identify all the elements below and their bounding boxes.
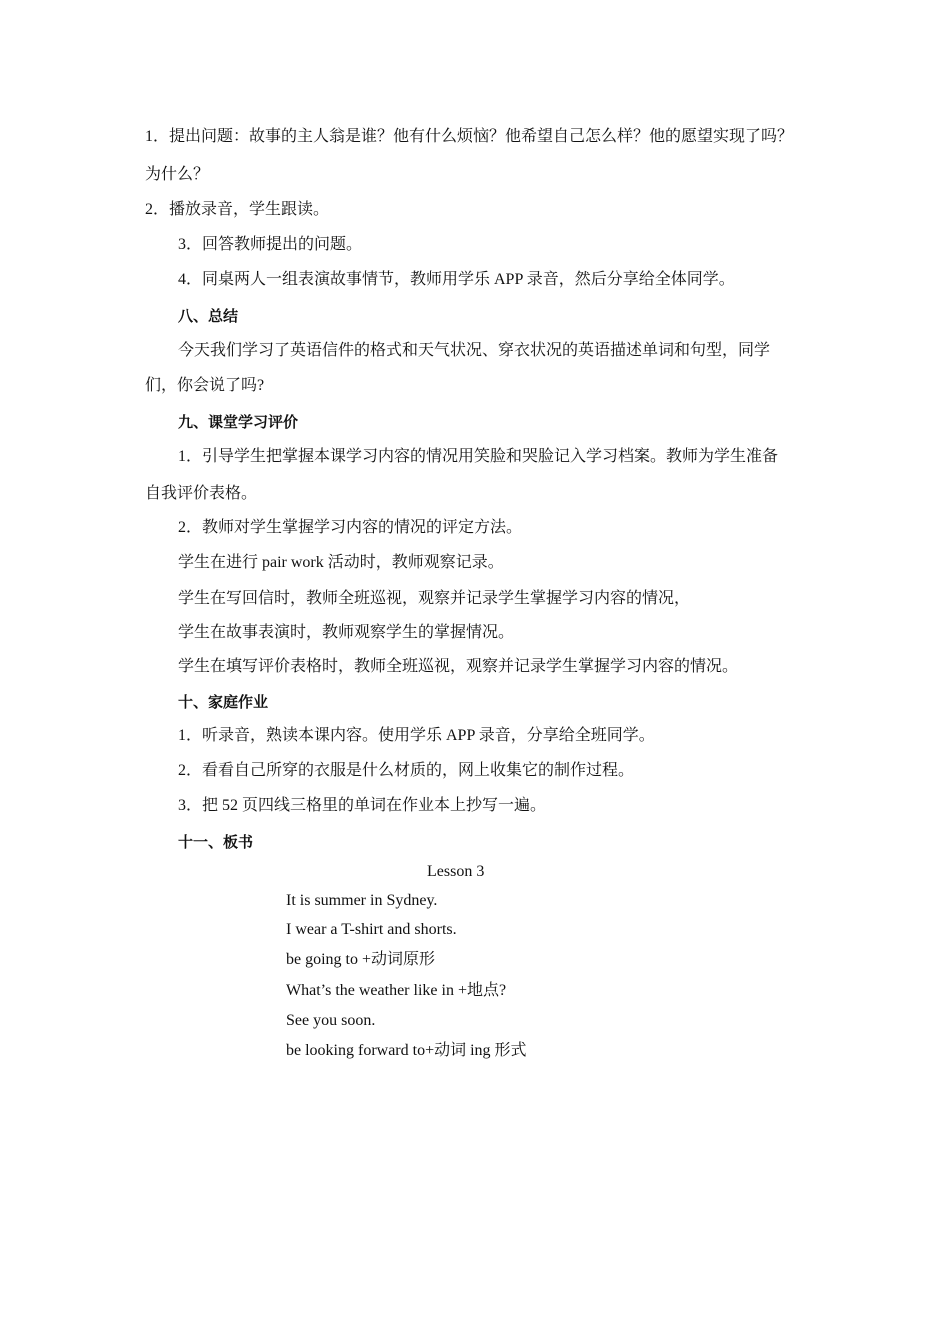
homework-item-2: 2．看看自己所穿的衣服是什么材质的，网上收集它的制作过程。 (178, 762, 635, 779)
step-role-play: 4．同桌两人一组表演故事情节，教师用学乐 APP 录音，然后分享给全体同学。 (178, 271, 735, 288)
step-answer-questions: 3．回答教师提出的问题。 (178, 236, 363, 253)
section-heading-evaluation: 九、课堂学习评价 (178, 413, 299, 431)
question-list-line-2: 为什么？ (145, 166, 210, 183)
step-play-recording: 2．播放录音，学生跟读。 (145, 201, 330, 218)
board-line: What’s the weather like in +地点? (286, 982, 507, 999)
homework-item-1: 1．听录音，熟读本课内容。使用学乐 APP 录音，分享给全班同学。 (178, 727, 655, 744)
board-line: be going to +动词原形 (286, 951, 436, 968)
board-line: It is summer in Sydney. (286, 892, 438, 909)
board-line: See you soon. (286, 1012, 376, 1029)
summary-line-1: 今天我们学习了英语信件的格式和天气状况、穿衣状况的英语描述单词和句型，同学 (178, 342, 771, 359)
homework-item-3: 3．把 52 页四线三格里的单词在作业本上抄写一遍。 (178, 797, 547, 814)
board-line: I wear a T-shirt and shorts. (286, 921, 457, 938)
evaluation-note-2: 学生在写回信时，教师全班巡视，观察并记录学生掌握学习内容的情况， (178, 590, 691, 607)
question-list-line-1: 1．提出问题：故事的主人翁是谁？他有什么烦恼？他希望自己怎么样？他的愿望实现了吗？ (145, 128, 794, 145)
summary-line-2: 们，你会说了吗? (145, 377, 265, 394)
board-title: Lesson 3 (427, 863, 485, 880)
evaluation-note-1: 学生在进行 pair work 活动时，教师观察记录。 (178, 554, 504, 571)
evaluation-item-2: 2．教师对学生掌握学习内容的情况的评定方法。 (178, 519, 523, 536)
evaluation-note-4: 学生在填写评价表格时，教师全班巡视，观察并记录学生掌握学习内容的情况。 (178, 658, 739, 675)
evaluation-note-3: 学生在故事表演时，教师观察学生的掌握情况。 (178, 624, 515, 641)
section-heading-homework: 十、家庭作业 (178, 693, 269, 711)
board-line: be looking forward to+动词 ing 形式 (286, 1042, 527, 1059)
evaluation-item-1-line-2: 自我评价表格。 (145, 485, 258, 502)
section-heading-board: 十一、板书 (178, 833, 254, 851)
section-heading-summary: 八、总结 (178, 307, 239, 325)
evaluation-item-1-line-1: 1．引导学生把掌握本课学习内容的情况用笑脸和哭脸记入学习档案。教师为学生准备 (178, 448, 779, 465)
